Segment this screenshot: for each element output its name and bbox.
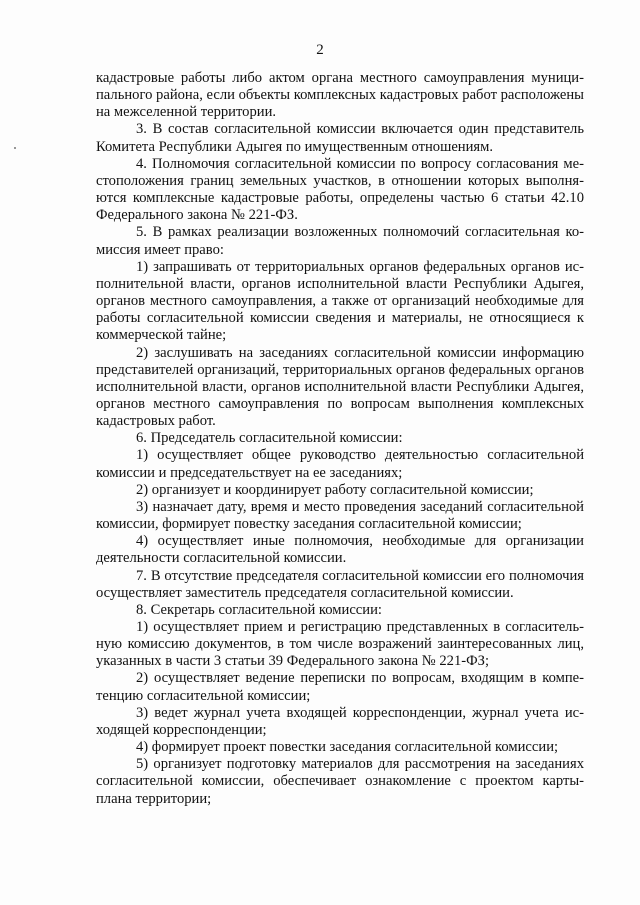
paragraph-item-7: 7. В отсутствие председателя согласительной комиссии его полномочия осуществляет заместитель председателя согласительной комиссии.: [96, 567, 584, 601]
paragraph-item-8-3: 3) ведет журнал учета входящей корреспонденции, журнал учета исходящей корреспонденции;: [96, 704, 584, 738]
paragraph-item-8-1: 1) осуществляет прием и регистрацию представленных в согласительную комиссию документов, в том числе возражений заинтересованных лиц, указанных в части 3 статьи 39 Федерального закона № 221-ФЗ;: [96, 619, 584, 670]
paragraph-item-3: 3. В состав согласительной комиссии включается один представитель Комитета Республики Адыгея по имущественным отношениям.: [96, 121, 584, 155]
paragraph-item-5: 5. В рамках реализации возложенных полномочий согласительная комиссия имеет право:: [96, 224, 584, 258]
margin-mark: [14, 147, 16, 149]
paragraph-continuation: кадастровые работы либо актом органа местного самоуправления муниципального района, если объекты комплексных кадастровых работ расположены на межселенной территории.: [96, 70, 584, 121]
paragraph-item-6-4: 4) осуществляет иные полномочия, необходимые для организации деятельности согласительной комиссии.: [96, 533, 584, 567]
paragraph-item-6-3: 3) назначает дату, время и место проведения заседаний согласительной комиссии, формирует повестку заседания согласительной комиссии;: [96, 498, 584, 533]
paragraph-item-5-2: 2) заслушивать на заседаниях согласительной комиссии информацию представителей организаций, территориальных органов федеральных органов исполнительной власти, органов исполнительной власти Республики Адыгея, органов местного самоуправления по вопросам выполнения комплексных кадастровых работ.: [96, 344, 584, 430]
paragraph-item-4: 4. Полномочия согласительной комиссии по вопросу согласования местоположения границ земельных участков, в отношении которых выполняются комплексные кадастровые работы, определены частью 6 статьи 42.10 Федерального закона № 221-ФЗ.: [96, 155, 584, 224]
paragraph-item-6-1: 1) осуществляет общее руководство деятельностью согласительной комиссии и председательствует на ее заседаниях;: [96, 447, 584, 481]
paragraph-item-8: 8. Секретарь согласительной комиссии:: [136, 601, 382, 618]
paragraph-item-8-4: 4) формирует проект повестки заседания согласительной комиссии;: [136, 739, 559, 756]
document-body: [96, 70, 584, 808]
page-number: 2: [316, 42, 324, 58]
paragraph-item-8-2: 2) осуществляет ведение переписки по вопросам, входящим в компетенцию согласительной комиссии;: [96, 670, 584, 704]
paragraph-item-6-2: 2) организует и координирует работу согласительной комиссии;: [136, 481, 534, 498]
paragraph-item-5-1: 1) запрашивать от территориальных органов федеральных органов исполнительной власти, органов исполнительной власти Республики Адыгея, органов местного самоуправления, а также от организаций необходимые для работы согласительной комиссии сведения и материалы, не относящиеся к коммерческой тайне;: [96, 258, 584, 344]
paragraph-item-6: 6. Председатель согласительной комиссии:: [136, 430, 403, 447]
paragraph-item-8-5: 5) организует подготовку материалов для рассмотрения на заседаниях согласительной комиссии, обеспечивает ознакомление с проектом карты-плана территории;: [96, 756, 584, 807]
